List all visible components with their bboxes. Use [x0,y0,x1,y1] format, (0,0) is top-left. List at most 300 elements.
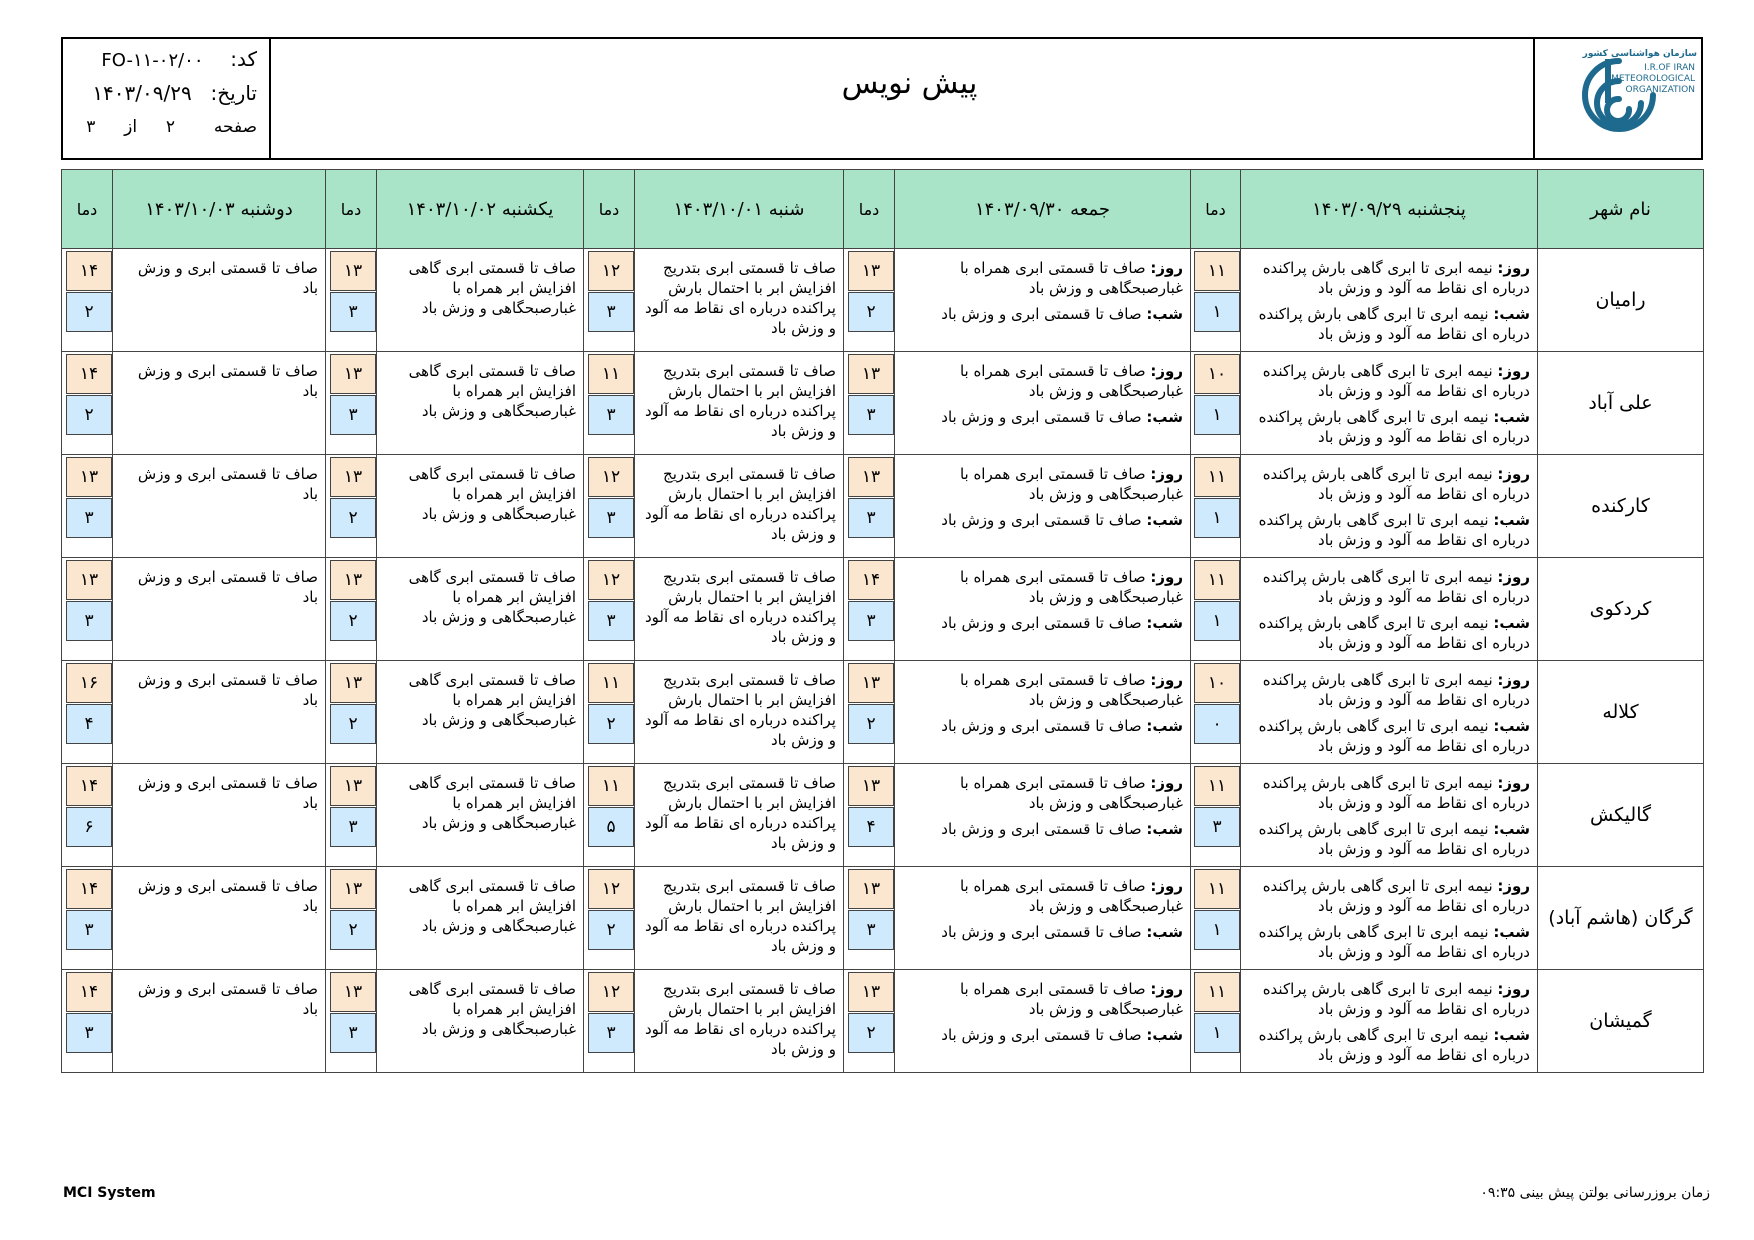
table-row [62,455,1704,558]
day-forecast [901,773,1183,813]
day-label: روز: [1497,259,1530,277]
temp-cell [62,249,113,352]
day-text: صاف تا قسمتی ابری همراه با غبارصبحگاهی و وزش باد [959,671,1183,709]
night-forecast [901,716,1183,736]
update-time-note [1480,1185,1710,1201]
night-text: نیمه ابری تا ابری گاهی بارش پراکنده درباره ای نقاط مه آلود و وزش باد [1258,1026,1530,1064]
day-label: روز: [1497,671,1530,689]
min-temp: ۵ [588,807,634,847]
night-forecast [1247,1025,1530,1065]
temp-cell [844,867,895,970]
min-temp: ۳ [330,807,376,847]
night-forecast [1247,716,1530,756]
night-label: شب: [1493,305,1530,323]
min-temp: ۲ [66,292,112,332]
temp-cell [584,867,635,970]
day-text: نیمه ابری تا ابری گاهی بارش پراکنده درباره ای نقاط مه آلود و وزش باد [1262,671,1530,709]
temp-cell [326,764,377,867]
forecast-text: صاف تا قسمتی ابری و وزش باد [137,465,318,503]
night-text: صاف تا قسمتی ابری و وزش باد [941,1026,1142,1044]
min-temp: ۳ [848,395,894,435]
document-header [61,37,1703,160]
temp-cell [326,867,377,970]
max-temp: ۱۰ [1194,354,1240,394]
min-temp: ۳ [848,498,894,538]
forecast-cell [377,352,584,455]
table-row [62,764,1704,867]
temp-cell [844,970,895,1073]
page-total: ۳ [86,117,96,137]
max-temp: ۱۳ [330,251,376,291]
forecast-table [61,169,1704,1073]
min-temp: ۳ [330,395,376,435]
temp-header-5: دما [62,170,113,249]
temp-cell [62,867,113,970]
day-label: روز: [1497,980,1530,998]
night-label: شب: [1493,614,1530,632]
day-text: صاف تا قسمتی ابری همراه با غبارصبحگاهی و وزش باد [959,259,1183,297]
max-temp: ۱۳ [848,354,894,394]
min-temp: ۳ [330,1013,376,1053]
day-text: صاف تا قسمتی ابری همراه با غبارصبحگاهی و وزش باد [959,877,1183,915]
min-temp: ۳ [588,395,634,435]
temp-cell [1191,455,1241,558]
max-temp: ۱۱ [1194,766,1240,806]
page-label: صفحه [213,117,257,137]
night-text: صاف تا قسمتی ابری و وزش باد [941,717,1142,735]
night-text: نیمه ابری تا ابری گاهی بارش پراکنده درباره ای نقاط مه آلود و وزش باد [1258,511,1530,549]
min-temp: ۱ [1194,498,1240,538]
min-temp: ۳ [588,498,634,538]
forecast-text: صاف تا قسمتی ابری بتدریج افزایش ابر با احتمال بارش پراکنده درباره ای نقاط مه آلود و وزش باد [645,362,836,440]
min-temp: ۴ [66,704,112,744]
night-text: صاف تا قسمتی ابری و وزش باد [941,820,1142,838]
temp-header-3: دما [584,170,635,249]
forecast-cell [635,970,844,1073]
min-temp: ۳ [66,601,112,641]
page-number: ۲ [165,117,176,137]
night-forecast [901,407,1183,427]
max-temp: ۱۳ [848,251,894,291]
night-forecast [901,922,1183,942]
city-name: علی آباد [1538,352,1704,455]
temp-cell [844,764,895,867]
document-meta [63,39,271,158]
min-temp: ۳ [588,292,634,332]
max-temp: ۱۳ [848,457,894,497]
max-temp: ۱۳ [66,560,112,600]
max-temp: ۱۱ [588,663,634,703]
day-text: صاف تا قسمتی ابری همراه با غبارصبحگاهی و وزش باد [959,362,1183,400]
temp-cell [62,352,113,455]
max-temp: ۱۱ [1194,869,1240,909]
temp-cell [1191,764,1241,867]
night-forecast [1247,304,1530,344]
forecast-cell [1241,764,1538,867]
temp-cell [326,352,377,455]
day-header-3: شنبه ۱۴۰۳/۱۰/۰۱ [635,170,844,249]
night-text: نیمه ابری تا ابری گاهی بارش پراکنده درباره ای نقاط مه آلود و وزش باد [1258,408,1530,446]
page-line [86,117,257,137]
forecast-text: صاف تا قسمتی ابری گاهی افزایش ابر همراه با غبارصبحگاهی و وزش باد [408,465,576,523]
max-temp: ۱۰ [1194,663,1240,703]
forecast-cell [1241,867,1538,970]
temp-cell [62,764,113,867]
night-label: شب: [1493,820,1530,838]
night-label: شب: [1146,614,1183,632]
forecast-cell [377,764,584,867]
day-label: روز: [1150,362,1183,380]
day-label: روز: [1150,568,1183,586]
max-temp: ۱۴ [66,869,112,909]
day-forecast [901,464,1183,504]
temp-cell [584,558,635,661]
min-temp: ۱ [1194,910,1240,950]
code-label: کد: [230,47,257,71]
max-temp: ۱۲ [588,972,634,1012]
night-text: نیمه ابری تا ابری گاهی بارش پراکنده درباره ای نقاط مه آلود و وزش باد [1258,717,1530,755]
night-forecast [901,613,1183,633]
min-temp: ۰ [1194,704,1240,744]
page-title: پیش نویس [841,66,978,101]
forecast-cell [635,764,844,867]
min-temp: ۲ [848,292,894,332]
day-forecast [901,567,1183,607]
night-text: صاف تا قسمتی ابری و وزش باد [941,511,1142,529]
forecast-cell [113,970,326,1073]
temp-cell [844,455,895,558]
max-temp: ۱۳ [330,663,376,703]
night-text: صاف تا قسمتی ابری و وزش باد [941,923,1142,941]
forecast-text: صاف تا قسمتی ابری بتدریج افزایش ابر با احتمال بارش پراکنده درباره ای نقاط مه آلود و وزش باد [645,980,836,1058]
day-forecast [1247,361,1530,401]
max-temp: ۱۳ [330,869,376,909]
day-header-2: جمعه ۱۴۰۳/۰۹/۳۰ [895,170,1191,249]
max-temp: ۱۴ [66,972,112,1012]
table-row [62,867,1704,970]
forecast-cell [1241,558,1538,661]
max-temp: ۱۱ [588,766,634,806]
forecast-cell [635,661,844,764]
max-temp: ۱۳ [66,457,112,497]
min-temp: ۳ [66,1013,112,1053]
min-temp: ۲ [330,601,376,641]
temp-cell [844,249,895,352]
temp-header-4: دما [326,170,377,249]
day-forecast [1247,979,1530,1019]
day-label: روز: [1497,568,1530,586]
forecast-cell [895,661,1191,764]
day-text: صاف تا قسمتی ابری همراه با غبارصبحگاهی و وزش باد [959,774,1183,812]
temp-cell [844,558,895,661]
forecast-cell [1241,661,1538,764]
day-text: صاف تا قسمتی ابری همراه با غبارصبحگاهی و وزش باد [959,980,1183,1018]
temp-cell [844,661,895,764]
forecast-cell [1241,455,1538,558]
day-label: روز: [1150,980,1183,998]
night-forecast [901,819,1183,839]
day-header-5: دوشنبه ۱۴۰۳/۱۰/۰۳ [113,170,326,249]
day-text: نیمه ابری تا ابری گاهی بارش پراکنده درباره ای نقاط مه آلود و وزش باد [1262,259,1530,297]
min-temp: ۳ [66,910,112,950]
day-forecast [901,258,1183,298]
forecast-cell [113,764,326,867]
night-text: نیمه ابری تا ابری گاهی بارش پراکنده درباره ای نقاط مه آلود و وزش باد [1258,820,1530,858]
min-temp: ۳ [588,1013,634,1053]
forecast-text: صاف تا قسمتی ابری گاهی افزایش ابر همراه با غبارصبحگاهی و وزش باد [408,568,576,626]
forecast-text: صاف تا قسمتی ابری گاهی افزایش ابر همراه با غبارصبحگاهی و وزش باد [408,774,576,832]
max-temp: ۱۳ [848,972,894,1012]
page-of: از [124,117,138,137]
forecast-text: صاف تا قسمتی ابری بتدریج افزایش ابر با احتمال بارش پراکنده درباره ای نقاط مه آلود و وزش باد [645,774,836,852]
forecast-cell [113,249,326,352]
day-text: نیمه ابری تا ابری گاهی بارش پراکنده درباره ای نقاط مه آلود و وزش باد [1262,774,1530,812]
temp-cell [62,661,113,764]
temp-cell [584,352,635,455]
min-temp: ۲ [330,910,376,950]
max-temp: ۱۲ [588,251,634,291]
code-value: FO-۱۱-۰۲/۰۰ [101,50,204,71]
min-temp: ۲ [588,704,634,744]
forecast-text: صاف تا قسمتی ابری بتدریج افزایش ابر با احتمال بارش پراکنده درباره ای نقاط مه آلود و وزش باد [645,877,836,955]
temp-header-1: دما [1191,170,1241,249]
day-label: روز: [1150,877,1183,895]
forecast-cell [113,455,326,558]
forecast-cell [113,661,326,764]
min-temp: ۳ [1194,807,1240,847]
day-forecast [1247,567,1530,607]
min-temp: ۱ [1194,1013,1240,1053]
night-forecast [1247,407,1530,447]
forecast-cell [635,249,844,352]
forecast-cell [1241,970,1538,1073]
temp-cell [584,249,635,352]
night-text: نیمه ابری تا ابری گاهی بارش پراکنده درباره ای نقاط مه آلود و وزش باد [1258,614,1530,652]
day-forecast [1247,464,1530,504]
night-forecast [1247,510,1530,550]
forecast-text: صاف تا قسمتی ابری گاهی افزایش ابر همراه با غبارصبحگاهی و وزش باد [408,877,576,935]
min-temp: ۶ [66,807,112,847]
night-forecast [1247,819,1530,859]
day-label: روز: [1497,774,1530,792]
forecast-text: صاف تا قسمتی ابری و وزش باد [137,877,318,915]
max-temp: ۱۱ [1194,972,1240,1012]
day-text: صاف تا قسمتی ابری همراه با غبارصبحگاهی و وزش باد [959,568,1183,606]
logo-text-fa: سازمان هواشناسی کشور [1582,49,1697,59]
day-forecast [1247,876,1530,916]
forecast-cell [377,661,584,764]
forecast-cell [895,249,1191,352]
min-temp: ۴ [848,807,894,847]
temp-cell [326,455,377,558]
temp-cell [326,558,377,661]
max-temp: ۱۳ [330,766,376,806]
day-label: روز: [1150,671,1183,689]
table-row [62,249,1704,352]
forecast-text: صاف تا قسمتی ابری گاهی افزایش ابر همراه با غبارصبحگاهی و وزش باد [408,259,576,317]
day-label: روز: [1150,259,1183,277]
min-temp: ۳ [848,910,894,950]
forecast-cell [113,867,326,970]
min-temp: ۲ [848,1013,894,1053]
max-temp: ۱۳ [848,869,894,909]
max-temp: ۱۴ [848,560,894,600]
night-label: شب: [1146,717,1183,735]
day-forecast [901,361,1183,401]
max-temp: ۱۳ [848,663,894,703]
min-temp: ۱ [1194,601,1240,641]
day-label: روز: [1150,465,1183,483]
min-temp: ۳ [848,601,894,641]
day-label: روز: [1150,774,1183,792]
forecast-text: صاف تا قسمتی ابری و وزش باد [137,671,318,709]
temp-cell [584,764,635,867]
city-header: نام شهر [1538,170,1704,249]
day-header-4: یکشنبه ۱۴۰۳/۱۰/۰۲ [377,170,584,249]
forecast-text: صاف تا قسمتی ابری گاهی افزایش ابر همراه با غبارصبحگاهی و وزش باد [408,671,576,729]
temp-cell [326,249,377,352]
temp-cell [584,661,635,764]
forecast-text: صاف تا قسمتی ابری بتدریج افزایش ابر با احتمال بارش پراکنده درباره ای نقاط مه آلود و وزش باد [645,259,836,337]
day-text: نیمه ابری تا ابری گاهی بارش پراکنده درباره ای نقاط مه آلود و وزش باد [1262,362,1530,400]
day-label: روز: [1497,362,1530,380]
min-temp: ۱ [1194,292,1240,332]
day-forecast [901,979,1183,1019]
temp-cell [844,352,895,455]
temp-cell [1191,558,1241,661]
day-text: صاف تا قسمتی ابری همراه با غبارصبحگاهی و وزش باد [959,465,1183,503]
temp-cell [62,558,113,661]
city-name: رامیان [1538,249,1704,352]
forecast-cell [377,558,584,661]
forecast-cell [895,455,1191,558]
forecast-cell [113,352,326,455]
night-forecast [1247,922,1530,962]
max-temp: ۱۲ [588,457,634,497]
max-temp: ۱۳ [330,560,376,600]
forecast-cell [113,558,326,661]
forecast-cell [635,558,844,661]
table-row [62,352,1704,455]
night-label: شب: [1146,408,1183,426]
forecast-cell [377,249,584,352]
max-temp: ۱۱ [588,354,634,394]
temp-cell [62,455,113,558]
max-temp: ۱۴ [66,251,112,291]
min-temp: ۲ [66,395,112,435]
city-name: کردکوی [1538,558,1704,661]
min-temp: ۳ [330,292,376,332]
night-label: شب: [1493,1026,1530,1044]
temp-cell [584,455,635,558]
temp-cell [62,970,113,1073]
temp-cell [1191,867,1241,970]
temp-cell [1191,249,1241,352]
day-forecast [1247,773,1530,813]
temp-cell [1191,661,1241,764]
forecast-cell [1241,249,1538,352]
night-text: صاف تا قسمتی ابری و وزش باد [941,408,1142,426]
night-forecast [901,1025,1183,1045]
max-temp: ۱۱ [1194,251,1240,291]
night-label: شب: [1493,717,1530,735]
forecast-cell [377,867,584,970]
logo-line-1: I.R.OF IRAN [1644,63,1695,73]
forecast-text: صاف تا قسمتی ابری و وزش باد [137,980,318,1018]
forecast-cell [895,970,1191,1073]
night-text: نیمه ابری تا ابری گاهی بارش پراکنده درباره ای نقاط مه آلود و وزش باد [1258,305,1530,343]
forecast-cell [635,352,844,455]
max-temp: ۱۳ [848,766,894,806]
max-temp: ۱۶ [66,663,112,703]
min-temp: ۲ [588,910,634,950]
day-text: نیمه ابری تا ابری گاهی بارش پراکنده درباره ای نقاط مه آلود و وزش باد [1262,465,1530,503]
forecast-cell [895,867,1191,970]
city-name: گمیشان [1538,970,1704,1073]
day-label: روز: [1497,465,1530,483]
update-time: ۰۹:۳۵ [1480,1185,1516,1201]
forecast-cell [377,970,584,1073]
day-header-1: پنجشنبه ۱۴۰۳/۰۹/۲۹ [1241,170,1538,249]
max-temp: ۱۱ [1194,560,1240,600]
city-name: گرگان (هاشم آباد) [1538,867,1704,970]
forecast-cell [1241,352,1538,455]
forecast-text: صاف تا قسمتی ابری بتدریج افزایش ابر با احتمال بارش پراکنده درباره ای نقاط مه آلود و وزش باد [645,671,836,749]
night-forecast [901,510,1183,530]
update-label: زمان بروزرسانی بولتن پیش بینی [1519,1185,1710,1201]
table-header-row [62,170,1704,249]
day-text: نیمه ابری تا ابری گاهی بارش پراکنده درباره ای نقاط مه آلود و وزش باد [1262,980,1530,1018]
system-name: MCI System [63,1185,156,1201]
min-temp: ۳ [588,601,634,641]
temp-cell [584,970,635,1073]
temp-cell [1191,352,1241,455]
night-label: شب: [1146,511,1183,529]
forecast-cell [635,867,844,970]
day-label: روز: [1497,877,1530,895]
date-label: تاریخ: [210,81,257,105]
forecast-cell [895,558,1191,661]
forecast-text: صاف تا قسمتی ابری و وزش باد [137,259,318,297]
forecast-text: صاف تا قسمتی ابری گاهی افزایش ابر همراه با غبارصبحگاهی و وزش باد [408,980,576,1038]
temp-cell [326,661,377,764]
city-name: کارکنده [1538,455,1704,558]
forecast-text: صاف تا قسمتی ابری و وزش باد [137,774,318,812]
night-label: شب: [1493,511,1530,529]
max-temp: ۱۴ [66,354,112,394]
max-temp: ۱۲ [588,869,634,909]
city-name: گالیکش [1538,764,1704,867]
temp-cell [326,970,377,1073]
max-temp: ۱۳ [330,457,376,497]
night-text: صاف تا قسمتی ابری و وزش باد [941,614,1142,632]
night-label: شب: [1146,820,1183,838]
night-label: شب: [1493,408,1530,426]
code-line [101,47,257,71]
max-temp: ۱۴ [66,766,112,806]
day-forecast [1247,670,1530,710]
logo-text-en [1555,63,1695,96]
table-row [62,970,1704,1073]
night-forecast [901,304,1183,324]
day-forecast [901,876,1183,916]
night-label: شب: [1146,1026,1183,1044]
forecast-cell [635,455,844,558]
forecast-text: صاف تا قسمتی ابری بتدریج افزایش ابر با احتمال بارش پراکنده درباره ای نقاط مه آلود و وزش باد [645,568,836,646]
min-temp: ۲ [330,704,376,744]
forecast-text: صاف تا قسمتی ابری و وزش باد [137,568,318,606]
forecast-text: صاف تا قسمتی ابری بتدریج افزایش ابر با احتمال بارش پراکنده درباره ای نقاط مه آلود و وزش باد [645,465,836,543]
